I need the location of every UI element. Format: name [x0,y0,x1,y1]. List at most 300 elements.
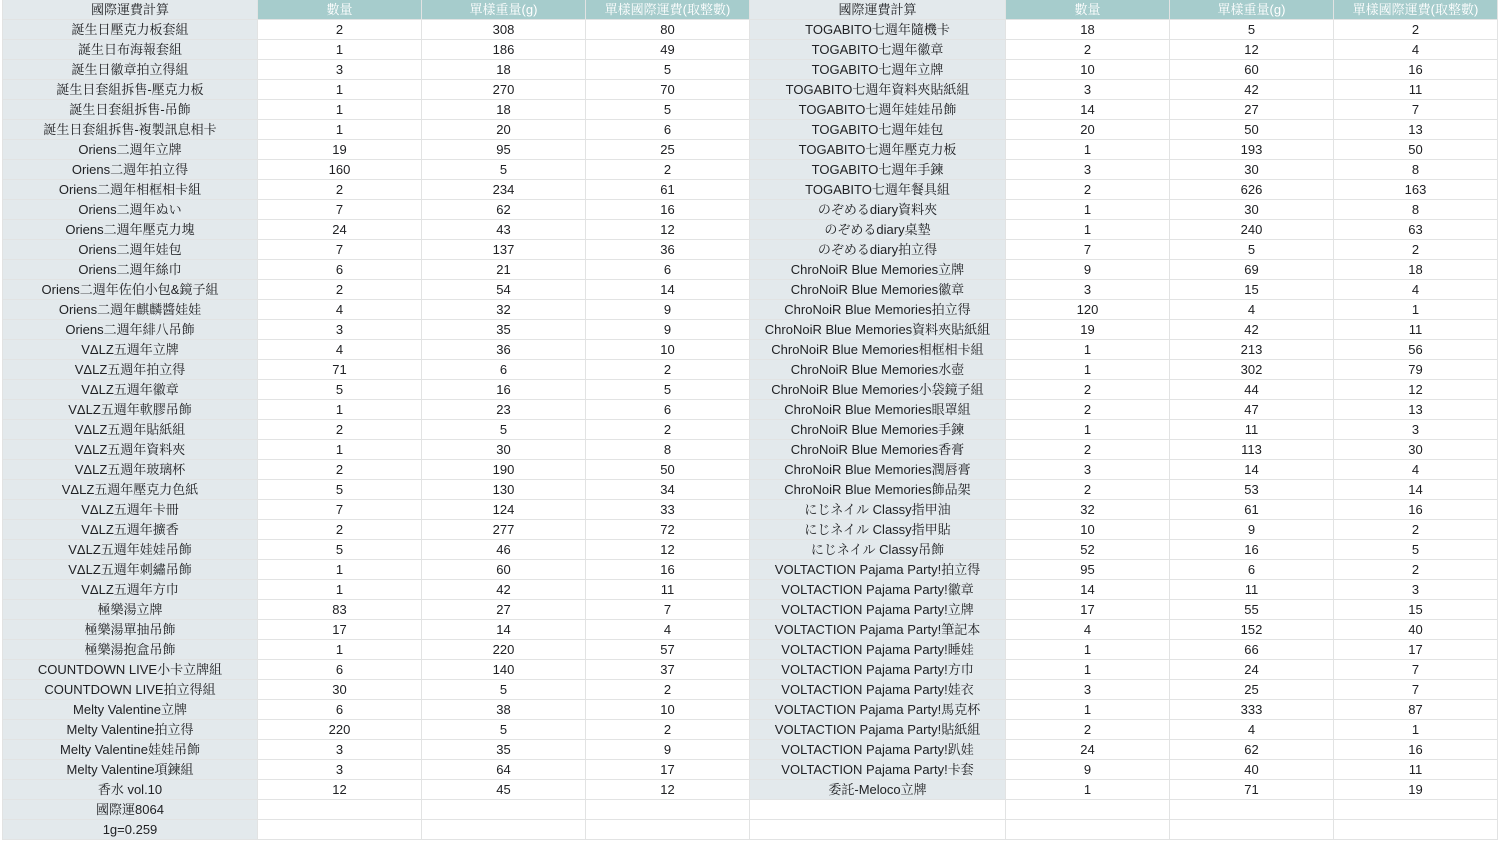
left-cell-unit-shipping[interactable]: 9 [586,740,750,760]
right-cell-unit-shipping[interactable]: 56 [1334,340,1498,360]
left-cell-item-name[interactable]: Oriens二週年壓克力塊 [2,220,258,240]
right-cell-unit-weight[interactable]: 25 [1170,680,1334,700]
right-cell-quantity[interactable]: 3 [1006,280,1170,300]
left-cell-unit-weight[interactable]: 21 [422,260,586,280]
left-cell-item-name[interactable]: Oriens二週年立牌 [2,140,258,160]
left-cell-unit-shipping[interactable]: 14 [586,280,750,300]
left-cell-unit-shipping[interactable]: 10 [586,700,750,720]
right-cell-item-name[interactable]: TOGABITO七週年壓克力板 [750,140,1006,160]
left-cell-quantity[interactable]: 4 [258,300,422,320]
right-cell-unit-shipping[interactable]: 2 [1334,240,1498,260]
left-cell-quantity[interactable]: 2 [258,280,422,300]
left-cell-quantity[interactable] [258,800,422,820]
right-cell-item-name[interactable]: ChroNoiR Blue Memories飾品架 [750,480,1006,500]
left-cell-item-name[interactable]: VΔLZ五週年擴香 [2,520,258,540]
left-cell-unit-weight[interactable]: 35 [422,740,586,760]
left-cell-item-name[interactable]: 極樂湯單抽吊飾 [2,620,258,640]
right-cell-unit-shipping[interactable]: 40 [1334,620,1498,640]
left-cell-unit-shipping[interactable]: 36 [586,240,750,260]
right-cell-quantity[interactable]: 32 [1006,500,1170,520]
left-cell-unit-weight[interactable]: 46 [422,540,586,560]
right-cell-quantity[interactable]: 1 [1006,360,1170,380]
left-cell-item-name[interactable]: COUNTDOWN LIVE拍立得組 [2,680,258,700]
left-cell-unit-weight[interactable]: 277 [422,520,586,540]
left-cell-unit-shipping[interactable]: 16 [586,200,750,220]
right-cell-unit-weight[interactable]: 4 [1170,720,1334,740]
right-cell-quantity[interactable]: 1 [1006,780,1170,800]
left-cell-item-name[interactable]: VΔLZ五週年卡冊 [2,500,258,520]
left-cell-quantity[interactable]: 2 [258,180,422,200]
left-cell-unit-weight[interactable]: 36 [422,340,586,360]
left-cell-item-name[interactable]: VΔLZ五週年立牌 [2,340,258,360]
right-cell-unit-weight[interactable]: 40 [1170,760,1334,780]
right-cell-quantity[interactable]: 2 [1006,180,1170,200]
left-cell-quantity[interactable]: 17 [258,620,422,640]
left-cell-unit-shipping[interactable]: 80 [586,20,750,40]
left-cell-unit-shipping[interactable]: 9 [586,320,750,340]
right-cell-unit-shipping[interactable]: 4 [1334,280,1498,300]
left-cell-unit-weight[interactable]: 20 [422,120,586,140]
left-cell-unit-shipping[interactable]: 16 [586,560,750,580]
left-cell-unit-weight[interactable]: 27 [422,600,586,620]
left-cell-quantity[interactable]: 2 [258,520,422,540]
left-cell-quantity[interactable]: 1 [258,40,422,60]
left-cell-unit-shipping[interactable]: 2 [586,720,750,740]
right-cell-unit-shipping[interactable] [1334,800,1498,820]
left-header-unit-weight[interactable]: 單樣重量(g) [422,0,586,20]
right-cell-quantity[interactable]: 10 [1006,520,1170,540]
right-cell-unit-shipping[interactable]: 16 [1334,500,1498,520]
left-cell-unit-shipping[interactable]: 2 [586,160,750,180]
right-cell-quantity[interactable]: 2 [1006,720,1170,740]
left-cell-unit-shipping[interactable]: 4 [586,620,750,640]
left-cell-unit-shipping[interactable]: 12 [586,220,750,240]
left-cell-quantity[interactable]: 1 [258,400,422,420]
left-cell-unit-weight[interactable]: 220 [422,640,586,660]
right-cell-item-name[interactable]: VOLTACTION Pajama Party!馬克杯 [750,700,1006,720]
left-cell-quantity[interactable]: 5 [258,380,422,400]
right-cell-quantity[interactable]: 3 [1006,80,1170,100]
left-cell-unit-weight[interactable]: 18 [422,60,586,80]
right-cell-unit-weight[interactable]: 24 [1170,660,1334,680]
right-cell-item-name[interactable]: VOLTACTION Pajama Party!娃衣 [750,680,1006,700]
left-cell-quantity[interactable]: 71 [258,360,422,380]
right-cell-quantity[interactable] [1006,820,1170,840]
left-cell-item-name[interactable]: 誕生日套組拆售-壓克力板 [2,80,258,100]
right-cell-unit-shipping[interactable]: 17 [1334,640,1498,660]
left-cell-quantity[interactable]: 2 [258,420,422,440]
right-cell-quantity[interactable]: 120 [1006,300,1170,320]
left-cell-unit-weight[interactable]: 35 [422,320,586,340]
left-cell-item-name[interactable]: Oriens二週年拍立得 [2,160,258,180]
right-cell-unit-weight[interactable]: 66 [1170,640,1334,660]
left-cell-unit-shipping[interactable]: 37 [586,660,750,680]
right-cell-unit-weight[interactable]: 302 [1170,360,1334,380]
right-cell-quantity[interactable]: 3 [1006,680,1170,700]
right-cell-quantity[interactable]: 4 [1006,620,1170,640]
left-cell-quantity[interactable]: 1 [258,80,422,100]
right-cell-unit-shipping[interactable]: 8 [1334,160,1498,180]
left-cell-item-name[interactable]: Oriens二週年相框相卡組 [2,180,258,200]
right-cell-unit-shipping[interactable]: 3 [1334,580,1498,600]
left-cell-unit-shipping[interactable]: 6 [586,120,750,140]
left-cell-item-name[interactable]: Oriens二週年麒麟醬娃娃 [2,300,258,320]
left-cell-quantity[interactable]: 1 [258,640,422,660]
right-cell-unit-shipping[interactable]: 13 [1334,120,1498,140]
left-cell-unit-weight[interactable]: 23 [422,400,586,420]
right-cell-unit-shipping[interactable]: 79 [1334,360,1498,380]
left-cell-quantity[interactable]: 6 [258,260,422,280]
left-cell-item-name[interactable]: Melty Valentine項鍊組 [2,760,258,780]
right-cell-unit-weight[interactable]: 42 [1170,320,1334,340]
right-cell-quantity[interactable]: 2 [1006,480,1170,500]
right-cell-unit-weight[interactable]: 69 [1170,260,1334,280]
right-cell-unit-weight[interactable]: 193 [1170,140,1334,160]
right-cell-unit-shipping[interactable]: 1 [1334,720,1498,740]
right-cell-quantity[interactable]: 14 [1006,580,1170,600]
right-cell-unit-weight[interactable]: 5 [1170,20,1334,40]
right-cell-unit-weight[interactable]: 12 [1170,40,1334,60]
left-cell-item-name[interactable]: Oriens二週年娃包 [2,240,258,260]
left-cell-quantity[interactable]: 83 [258,600,422,620]
right-cell-unit-weight[interactable]: 61 [1170,500,1334,520]
right-cell-item-name[interactable]: VOLTACTION Pajama Party!方巾 [750,660,1006,680]
left-cell-item-name[interactable]: 誕生日套組拆售-複製訊息相卡 [2,120,258,140]
right-cell-unit-weight[interactable]: 11 [1170,580,1334,600]
left-cell-item-name[interactable]: VΔLZ五週年壓克力色紙 [2,480,258,500]
right-cell-quantity[interactable]: 2 [1006,40,1170,60]
right-header-quantity[interactable]: 數量 [1006,0,1170,20]
right-cell-unit-shipping[interactable]: 12 [1334,380,1498,400]
right-cell-unit-weight[interactable]: 53 [1170,480,1334,500]
right-cell-item-name[interactable]: ChroNoiR Blue Memories水壺 [750,360,1006,380]
left-cell-unit-shipping[interactable]: 50 [586,460,750,480]
left-cell-unit-shipping[interactable]: 72 [586,520,750,540]
right-cell-item-name[interactable]: ChroNoiR Blue Memories香膏 [750,440,1006,460]
left-cell-unit-weight[interactable]: 95 [422,140,586,160]
right-cell-quantity[interactable]: 95 [1006,560,1170,580]
left-cell-unit-weight[interactable]: 130 [422,480,586,500]
right-cell-item-name[interactable]: TOGABITO七週年隨機卡 [750,20,1006,40]
left-cell-unit-shipping[interactable]: 33 [586,500,750,520]
left-cell-quantity[interactable]: 1 [258,440,422,460]
right-cell-item-name[interactable]: TOGABITO七週年餐具組 [750,180,1006,200]
left-cell-quantity[interactable]: 2 [258,460,422,480]
left-cell-item-name[interactable]: Melty Valentine立牌 [2,700,258,720]
right-cell-item-name[interactable]: VOLTACTION Pajama Party!立牌 [750,600,1006,620]
right-cell-unit-weight[interactable]: 152 [1170,620,1334,640]
right-cell-quantity[interactable]: 18 [1006,20,1170,40]
right-cell-item-name[interactable]: にじネイル Classy吊飾 [750,540,1006,560]
right-cell-unit-shipping[interactable]: 11 [1334,80,1498,100]
left-cell-quantity[interactable]: 19 [258,140,422,160]
left-cell-item-name[interactable]: Oriens二週年絲巾 [2,260,258,280]
right-header-item-name[interactable]: 國際運費計算 [750,0,1006,20]
left-cell-unit-shipping[interactable]: 8 [586,440,750,460]
right-cell-unit-shipping[interactable]: 4 [1334,40,1498,60]
left-cell-unit-weight[interactable]: 5 [422,720,586,740]
right-cell-quantity[interactable]: 9 [1006,760,1170,780]
right-cell-unit-shipping[interactable]: 11 [1334,760,1498,780]
right-cell-quantity[interactable]: 7 [1006,240,1170,260]
right-cell-unit-weight[interactable]: 333 [1170,700,1334,720]
right-cell-unit-weight[interactable]: 42 [1170,80,1334,100]
right-cell-unit-shipping[interactable]: 163 [1334,180,1498,200]
left-cell-quantity[interactable] [258,820,422,840]
left-cell-item-name[interactable]: 香水 vol.10 [2,780,258,800]
left-cell-item-name[interactable]: 誕生日徽章拍立得組 [2,60,258,80]
left-cell-unit-shipping[interactable] [586,820,750,840]
left-cell-unit-shipping[interactable]: 57 [586,640,750,660]
right-cell-unit-shipping[interactable]: 1 [1334,300,1498,320]
left-cell-unit-weight[interactable]: 234 [422,180,586,200]
right-cell-quantity[interactable]: 3 [1006,460,1170,480]
right-cell-unit-shipping[interactable]: 3 [1334,420,1498,440]
right-cell-item-name[interactable]: のぞめるdiary資料夾 [750,200,1006,220]
right-cell-unit-weight[interactable]: 4 [1170,300,1334,320]
left-cell-unit-shipping[interactable]: 70 [586,80,750,100]
right-header-unit-shipping[interactable]: 單樣國際運費(取整數) [1334,0,1498,20]
left-cell-unit-shipping[interactable] [586,800,750,820]
left-cell-item-name[interactable]: 極樂湯立牌 [2,600,258,620]
right-cell-item-name[interactable]: VOLTACTION Pajama Party!卡套 [750,760,1006,780]
right-cell-quantity[interactable]: 1 [1006,220,1170,240]
right-cell-unit-weight[interactable]: 5 [1170,240,1334,260]
right-cell-item-name[interactable]: TOGABITO七週年娃娃吊飾 [750,100,1006,120]
right-cell-unit-weight[interactable]: 30 [1170,160,1334,180]
left-cell-quantity[interactable]: 6 [258,660,422,680]
left-cell-unit-shipping[interactable]: 5 [586,60,750,80]
right-cell-unit-weight[interactable]: 30 [1170,200,1334,220]
right-cell-quantity[interactable]: 1 [1006,660,1170,680]
left-cell-unit-weight[interactable] [422,800,586,820]
right-cell-unit-weight[interactable]: 213 [1170,340,1334,360]
left-cell-unit-shipping[interactable]: 61 [586,180,750,200]
left-cell-unit-weight[interactable]: 43 [422,220,586,240]
left-cell-unit-shipping[interactable]: 10 [586,340,750,360]
right-cell-item-name[interactable]: ChroNoiR Blue Memories立牌 [750,260,1006,280]
left-cell-item-name[interactable]: Oriens二週年佐伯小包&鏡子組 [2,280,258,300]
left-cell-item-name[interactable]: VΔLZ五週年拍立得 [2,360,258,380]
right-cell-item-name[interactable]: 委託-Meloco立牌 [750,780,1006,800]
left-cell-item-name[interactable]: VΔLZ五週年娃娃吊飾 [2,540,258,560]
left-cell-item-name[interactable]: 極樂湯抱盒吊飾 [2,640,258,660]
left-cell-quantity[interactable]: 3 [258,320,422,340]
right-cell-unit-shipping[interactable]: 14 [1334,480,1498,500]
right-cell-unit-shipping[interactable]: 2 [1334,520,1498,540]
right-cell-quantity[interactable]: 52 [1006,540,1170,560]
right-cell-unit-shipping[interactable] [1334,820,1498,840]
left-cell-item-name[interactable]: 誕生日布海報套組 [2,40,258,60]
left-cell-unit-weight[interactable]: 124 [422,500,586,520]
right-cell-quantity[interactable]: 17 [1006,600,1170,620]
left-cell-quantity[interactable]: 30 [258,680,422,700]
right-cell-unit-shipping[interactable]: 16 [1334,60,1498,80]
right-cell-item-name[interactable] [750,800,1006,820]
left-cell-unit-shipping[interactable]: 12 [586,540,750,560]
right-cell-unit-shipping[interactable]: 8 [1334,200,1498,220]
left-cell-item-name[interactable]: 國際運8064 [2,800,258,820]
right-cell-item-name[interactable]: ChroNoiR Blue Memories徽章 [750,280,1006,300]
left-cell-quantity[interactable]: 3 [258,760,422,780]
right-cell-quantity[interactable]: 1 [1006,140,1170,160]
left-cell-unit-weight[interactable]: 270 [422,80,586,100]
left-cell-quantity[interactable]: 7 [258,200,422,220]
left-cell-unit-shipping[interactable]: 34 [586,480,750,500]
right-cell-quantity[interactable]: 1 [1006,200,1170,220]
spreadsheet-grid[interactable] [2,0,1498,840]
left-cell-unit-shipping[interactable]: 2 [586,420,750,440]
left-cell-unit-weight[interactable]: 54 [422,280,586,300]
right-cell-item-name[interactable]: にじネイル Classy指甲貼 [750,520,1006,540]
right-cell-unit-weight[interactable]: 55 [1170,600,1334,620]
left-cell-item-name[interactable]: 誕生日壓克力板套組 [2,20,258,40]
right-cell-unit-weight[interactable]: 15 [1170,280,1334,300]
right-cell-item-name[interactable] [750,820,1006,840]
left-cell-quantity[interactable]: 2 [258,20,422,40]
right-cell-unit-shipping[interactable]: 7 [1334,680,1498,700]
right-cell-unit-weight[interactable]: 27 [1170,100,1334,120]
right-cell-unit-shipping[interactable]: 19 [1334,780,1498,800]
left-cell-unit-shipping[interactable]: 6 [586,400,750,420]
left-cell-quantity[interactable]: 1 [258,580,422,600]
right-cell-unit-weight[interactable]: 47 [1170,400,1334,420]
right-header-unit-weight[interactable]: 單樣重量(g) [1170,0,1334,20]
left-cell-unit-weight[interactable]: 140 [422,660,586,680]
left-cell-quantity[interactable]: 12 [258,780,422,800]
left-cell-unit-weight[interactable]: 16 [422,380,586,400]
right-cell-quantity[interactable]: 1 [1006,640,1170,660]
right-cell-unit-shipping[interactable]: 15 [1334,600,1498,620]
right-cell-quantity[interactable]: 20 [1006,120,1170,140]
right-cell-item-name[interactable]: ChroNoiR Blue Memories拍立得 [750,300,1006,320]
right-cell-quantity[interactable]: 9 [1006,260,1170,280]
left-cell-unit-weight[interactable]: 38 [422,700,586,720]
left-cell-unit-shipping[interactable]: 5 [586,100,750,120]
right-cell-item-name[interactable]: のぞめるdiary桌墊 [750,220,1006,240]
left-header-quantity[interactable]: 數量 [258,0,422,20]
left-cell-unit-shipping[interactable]: 5 [586,380,750,400]
right-cell-item-name[interactable]: ChroNoiR Blue Memories潤唇膏 [750,460,1006,480]
left-cell-quantity[interactable]: 220 [258,720,422,740]
left-cell-unit-weight[interactable]: 30 [422,440,586,460]
left-cell-quantity[interactable]: 3 [258,60,422,80]
right-cell-unit-weight[interactable]: 16 [1170,540,1334,560]
right-cell-unit-weight[interactable]: 113 [1170,440,1334,460]
left-cell-item-name[interactable]: VΔLZ五週年軟膠吊飾 [2,400,258,420]
left-cell-quantity[interactable]: 1 [258,120,422,140]
right-cell-unit-shipping[interactable]: 18 [1334,260,1498,280]
left-header-item-name[interactable]: 國際運費計算 [2,0,258,20]
right-cell-quantity[interactable]: 2 [1006,440,1170,460]
right-cell-item-name[interactable]: ChroNoiR Blue Memories眼罩組 [750,400,1006,420]
right-cell-unit-weight[interactable]: 60 [1170,60,1334,80]
left-cell-unit-weight[interactable]: 42 [422,580,586,600]
right-cell-unit-weight[interactable] [1170,820,1334,840]
right-cell-unit-weight[interactable]: 9 [1170,520,1334,540]
right-cell-item-name[interactable]: TOGABITO七週年徽章 [750,40,1006,60]
right-cell-unit-weight[interactable]: 71 [1170,780,1334,800]
left-cell-item-name[interactable]: 1g=0.259 [2,820,258,840]
left-cell-unit-shipping[interactable]: 2 [586,680,750,700]
right-cell-quantity[interactable]: 1 [1006,340,1170,360]
left-cell-unit-weight[interactable]: 186 [422,40,586,60]
right-cell-unit-weight[interactable]: 626 [1170,180,1334,200]
left-cell-quantity[interactable]: 1 [258,100,422,120]
right-cell-quantity[interactable]: 24 [1006,740,1170,760]
right-cell-unit-weight[interactable]: 6 [1170,560,1334,580]
right-cell-unit-weight[interactable] [1170,800,1334,820]
right-cell-unit-shipping[interactable]: 50 [1334,140,1498,160]
left-cell-quantity[interactable]: 160 [258,160,422,180]
right-cell-item-name[interactable]: VOLTACTION Pajama Party!趴娃 [750,740,1006,760]
right-cell-item-name[interactable]: VOLTACTION Pajama Party!筆記本 [750,620,1006,640]
right-cell-quantity[interactable]: 2 [1006,380,1170,400]
left-cell-item-name[interactable]: VΔLZ五週年貼紙組 [2,420,258,440]
left-cell-unit-weight[interactable]: 6 [422,360,586,380]
left-cell-item-name[interactable]: VΔLZ五週年徽章 [2,380,258,400]
right-cell-item-name[interactable]: VOLTACTION Pajama Party!拍立得 [750,560,1006,580]
right-cell-item-name[interactable]: のぞめるdiary拍立得 [750,240,1006,260]
right-cell-unit-weight[interactable]: 11 [1170,420,1334,440]
right-cell-unit-shipping[interactable]: 2 [1334,20,1498,40]
left-cell-unit-weight[interactable]: 18 [422,100,586,120]
right-cell-item-name[interactable]: ChroNoiR Blue Memories小袋鏡子組 [750,380,1006,400]
left-cell-item-name[interactable]: VΔLZ五週年玻璃杯 [2,460,258,480]
left-cell-quantity[interactable]: 7 [258,500,422,520]
right-cell-item-name[interactable]: TOGABITO七週年娃包 [750,120,1006,140]
right-cell-item-name[interactable]: VOLTACTION Pajama Party!徽章 [750,580,1006,600]
left-cell-unit-weight[interactable]: 14 [422,620,586,640]
right-cell-unit-weight[interactable]: 240 [1170,220,1334,240]
left-cell-unit-weight[interactable]: 5 [422,160,586,180]
right-cell-item-name[interactable]: TOGABITO七週年立牌 [750,60,1006,80]
right-cell-quantity[interactable]: 2 [1006,400,1170,420]
left-cell-quantity[interactable]: 4 [258,340,422,360]
right-cell-unit-weight[interactable]: 50 [1170,120,1334,140]
left-cell-unit-shipping[interactable]: 11 [586,580,750,600]
right-cell-item-name[interactable]: ChroNoiR Blue Memories資料夾貼紙組 [750,320,1006,340]
left-cell-unit-shipping[interactable]: 7 [586,600,750,620]
left-cell-item-name[interactable]: VΔLZ五週年刺繡吊飾 [2,560,258,580]
right-cell-unit-weight[interactable]: 14 [1170,460,1334,480]
left-cell-item-name[interactable]: Oriens二週年ぬい [2,200,258,220]
right-cell-item-name[interactable]: TOGABITO七週年手鍊 [750,160,1006,180]
left-cell-item-name[interactable]: VΔLZ五週年方巾 [2,580,258,600]
left-cell-item-name[interactable]: 誕生日套組拆售-吊飾 [2,100,258,120]
right-cell-item-name[interactable]: ChroNoiR Blue Memories手鍊 [750,420,1006,440]
right-cell-unit-shipping[interactable]: 13 [1334,400,1498,420]
left-cell-item-name[interactable]: Melty Valentine娃娃吊飾 [2,740,258,760]
left-cell-quantity[interactable]: 24 [258,220,422,240]
right-cell-item-name[interactable]: VOLTACTION Pajama Party!貼紙組 [750,720,1006,740]
left-cell-unit-shipping[interactable]: 2 [586,360,750,380]
left-cell-quantity[interactable]: 7 [258,240,422,260]
left-cell-unit-shipping[interactable]: 6 [586,260,750,280]
right-cell-quantity[interactable]: 3 [1006,160,1170,180]
left-cell-unit-shipping[interactable]: 25 [586,140,750,160]
left-cell-unit-weight[interactable]: 62 [422,200,586,220]
left-cell-unit-weight[interactable]: 60 [422,560,586,580]
right-cell-unit-shipping[interactable]: 7 [1334,100,1498,120]
left-cell-unit-weight[interactable]: 32 [422,300,586,320]
left-cell-quantity[interactable]: 5 [258,480,422,500]
right-cell-item-name[interactable]: VOLTACTION Pajama Party!睡娃 [750,640,1006,660]
left-cell-item-name[interactable]: COUNTDOWN LIVE小卡立牌組 [2,660,258,680]
right-cell-unit-shipping[interactable]: 7 [1334,660,1498,680]
left-cell-unit-shipping[interactable]: 17 [586,760,750,780]
right-cell-quantity[interactable]: 14 [1006,100,1170,120]
